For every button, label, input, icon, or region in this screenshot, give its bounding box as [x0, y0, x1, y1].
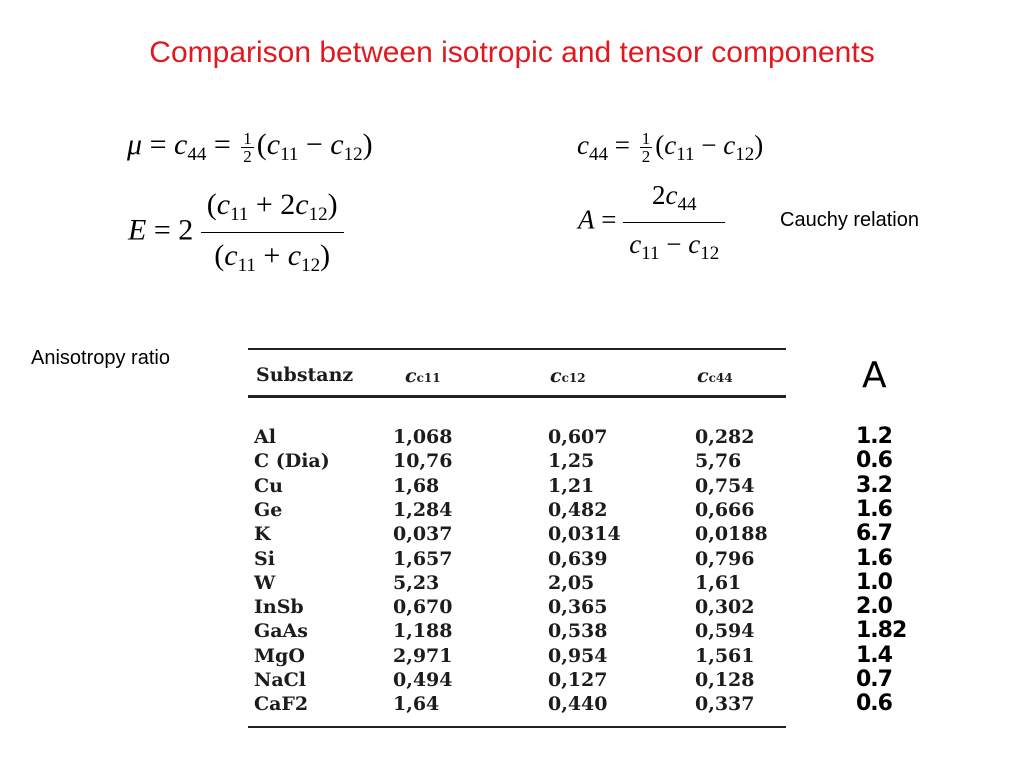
table-cell-c11: 1,64 [393, 693, 440, 716]
elastic-constants-table [248, 343, 788, 738]
table-cell-c11: 1,068 [393, 426, 453, 448]
table-cell-c12: 0,440 [548, 693, 608, 716]
table-cell-c11: 5,23 [393, 571, 440, 594]
table-cell-c44: 0,594 [695, 620, 755, 643]
anisotropy-value: 1.6 [856, 496, 892, 522]
table-cell-substance: MgO [254, 644, 305, 667]
header-substanz: Substanz [256, 364, 354, 386]
shear-modulus-equation: $\mu = c_{44}$ = $\frac{1}{2}$ $(c_{11} - c_{12})$ [127, 128, 373, 166]
anisotropy-value: 1.4 [856, 642, 892, 668]
table-cell-c11: 0,037 [393, 523, 453, 546]
table-cell-c11: 1,657 [393, 547, 453, 570]
table-header-rule [248, 395, 786, 398]
table-cell-c11: 1,188 [393, 620, 453, 643]
table-cell-c11: 10,76 [393, 450, 453, 473]
table-cell-c44: 0,666 [695, 498, 755, 521]
anisotropy-equation: A = $\frac{2c_{44}}{c_{11} - c_{12}}$ [578, 180, 725, 265]
table-cell-c12: 0,0314 [548, 523, 621, 546]
anisotropy-value: 6.7 [856, 521, 892, 547]
table-cell-c44: 5,76 [695, 450, 742, 473]
table-cell-c12: 1,25 [548, 450, 595, 473]
table-cell-c44: 0,796 [695, 547, 755, 570]
anisotropy-value: 1.2 [856, 424, 892, 449]
table-cell-c12: 0,607 [548, 426, 608, 448]
table-cell-substance: W [254, 571, 276, 594]
table-top-rule [248, 348, 786, 350]
table-cell-substance: CaF2 [254, 693, 309, 716]
table-cell-c44: 1,61 [695, 571, 742, 594]
table-cell-substance: Si [254, 547, 275, 570]
table-cell-c44: 0,0188 [695, 523, 768, 546]
table-cell-c11: 1,284 [393, 498, 453, 521]
table-cell-substance: GaAs [254, 620, 308, 643]
header-c12: cc12 [550, 365, 586, 387]
slide-title: Comparison between isotropic and tensor components [149, 36, 875, 69]
table-cell-c44: 0,337 [695, 693, 755, 716]
anisotropy-value: 0.7 [856, 667, 892, 692]
table-cell-c44: 0,754 [695, 474, 755, 497]
table-cell-substance: K [254, 523, 271, 546]
anisotropy-ratio-label: Anisotropy ratio [31, 347, 170, 369]
anisotropy-value: 1.82 [856, 618, 907, 644]
header-c11: cc11 [405, 365, 441, 387]
table-cell-substance: Cu [254, 474, 283, 497]
table-bottom-rule [248, 726, 786, 728]
table-cell-c11: 0,670 [393, 596, 453, 619]
anisotropy-value: 1.6 [856, 545, 892, 571]
table-cell-c11: 1,68 [393, 474, 440, 497]
anisotropy-value: 2.0 [856, 594, 892, 620]
table-cell-substance: InSb [254, 596, 304, 619]
table-cell-c44: 1,561 [695, 644, 755, 667]
header-c44: cc44 [697, 365, 733, 387]
table-cell-c44: 0,282 [695, 426, 755, 448]
table-cell-c12: 0,365 [548, 596, 608, 619]
anisotropy-value: 3.2 [856, 472, 892, 498]
table-cell-substance: Al [254, 426, 276, 448]
table-cell-substance: NaCl [254, 669, 307, 691]
table-cell-c12: 0,639 [548, 547, 608, 570]
table-cell-c11: 2,971 [393, 644, 453, 667]
table-cell-c44: 0,302 [695, 596, 755, 619]
table-cell-c12: 0,954 [548, 644, 608, 667]
table-cell-c12: 0,482 [548, 498, 608, 521]
table-cell-substance: Ge [254, 498, 283, 521]
anisotropy-value: 1.0 [856, 569, 892, 595]
table-cell-c12: 1,21 [548, 474, 595, 497]
table-cell-c44: 0,128 [695, 669, 755, 691]
anisotropy-column-header: A [862, 355, 887, 396]
youngs-modulus-equation: E = 2 $\frac{(c_{11} + 2c_{12})}{(c_{11} + c_{12})}$ [128, 188, 344, 277]
anisotropy-value: 0.6 [856, 448, 892, 474]
table-cell-c12: 0,127 [548, 669, 608, 691]
table-cell-c12: 0,538 [548, 620, 608, 643]
cauchy-relation-label: Cauchy relation [780, 209, 919, 231]
cauchy-equation: $c_{44}$ = $\frac{1}{2}$ $(c_{11} - c_{12})$ [577, 129, 764, 167]
anisotropy-value: 0.6 [856, 691, 892, 717]
table-cell-c12: 2,05 [548, 571, 595, 594]
table-cell-substance: C (Dia) [254, 450, 330, 473]
table-cell-c11: 0,494 [393, 669, 453, 691]
